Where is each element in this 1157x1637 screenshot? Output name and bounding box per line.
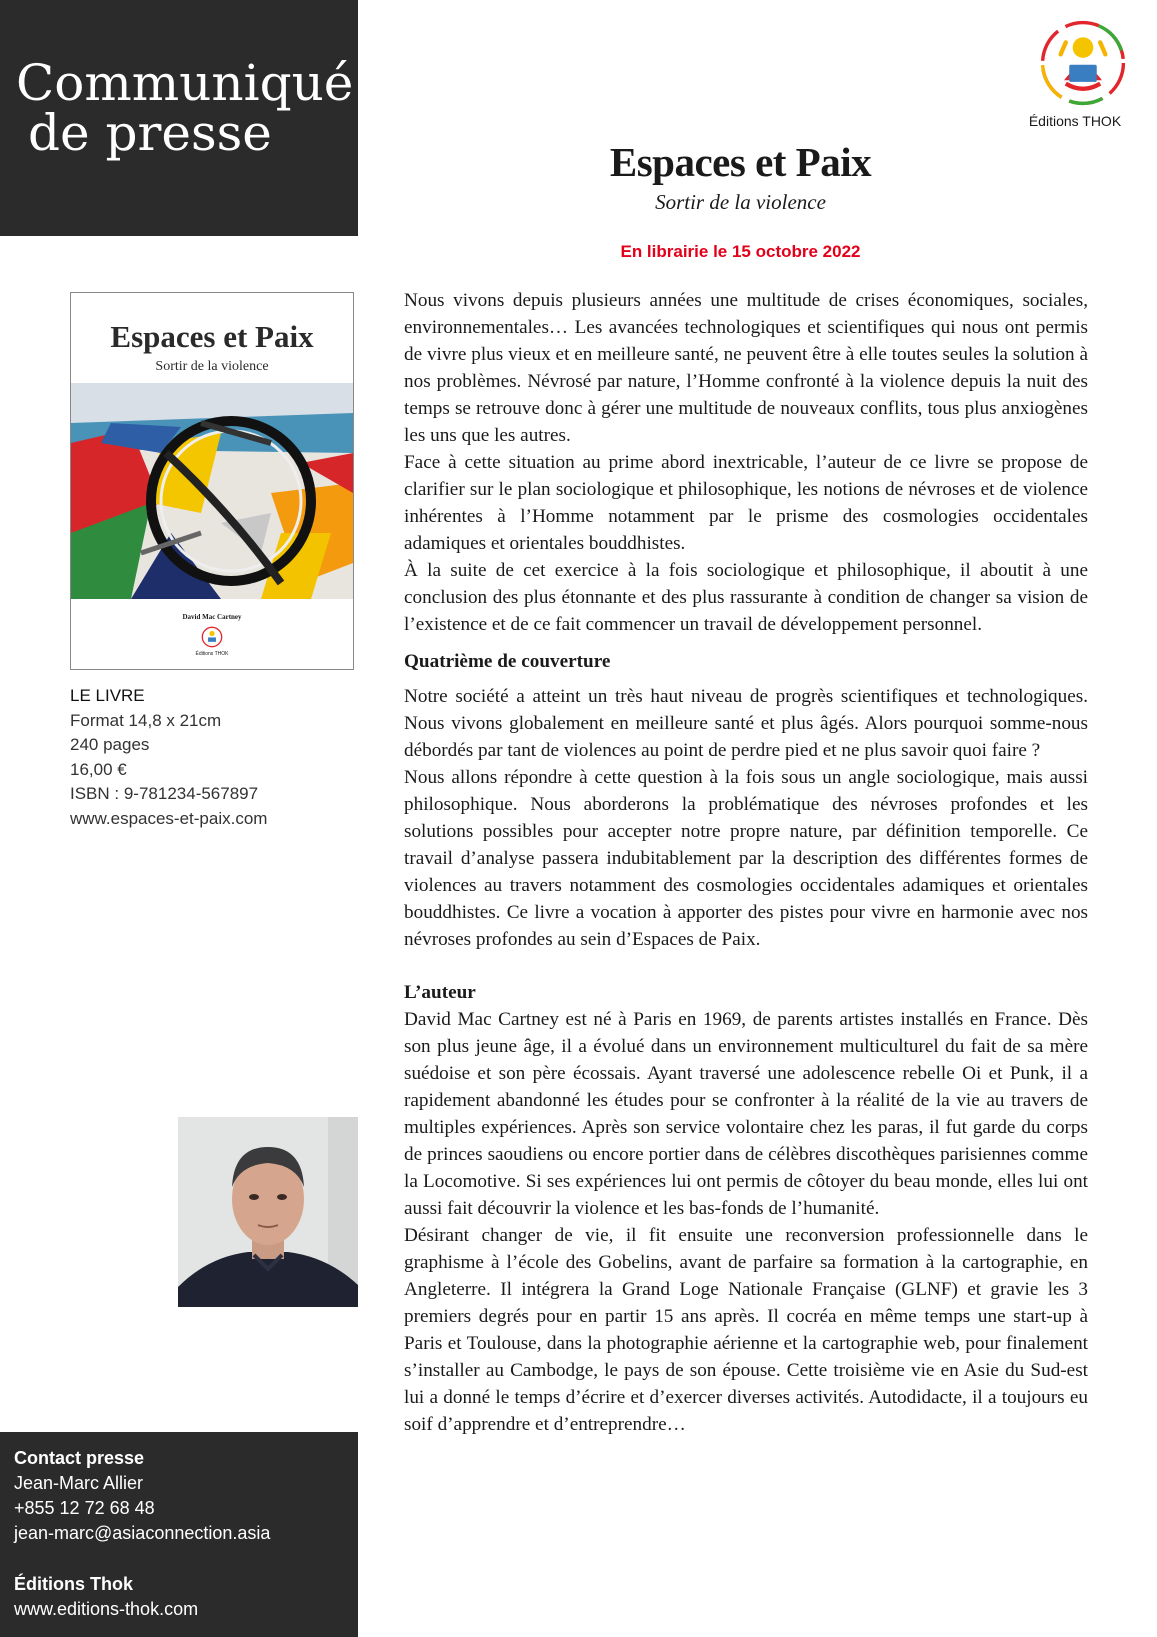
- intro-paragraph-2: Face à cette situation au prime abord inextricable, l’auteur de ce livre se propose de clarifier sur le plan sociologique et philosophique, les notions de névroses et de violence inhérentes à l’Homme notamment par le prisme des cosmologies occidentales adamiques et orientales bouddhistes.: [404, 452, 1088, 554]
- cover-title: Espaces et Paix: [110, 319, 314, 354]
- contact-phone[interactable]: +855 12 72 68 48: [14, 1498, 155, 1518]
- author-heading: L’auteur: [404, 982, 476, 1003]
- book-format: Format 14,8 x 21cm: [70, 710, 222, 730]
- cover-painting: [71, 383, 353, 599]
- book-price: 16,00 €: [70, 759, 127, 779]
- cover-publisher: Éditions THOK: [195, 651, 229, 657]
- intro-paragraph-3: À la suite de cet exercice à la fois sociologique et philosophique, il aboutit à une conclusion des plus étonnante et des plus rassurante à condition de changer sa vision de l’existence et de ce fait commencer un travail de développement personnel.: [404, 560, 1088, 635]
- contact-email[interactable]: jean-marc@asiaconnection.asia: [14, 1523, 271, 1543]
- press-release-header: [0, 0, 358, 236]
- author-paragraph-2: Désirant changer de vie, il fit ensuite une reconversion professionnelle dans le graphisme à l’école des Gobelins, avant de parfaire sa formation à la cartographie, en Angleterre. Il intégrera la Grand Loge Nationale Française (GLNF) et gravie les 3 premiers degrés pour en partir 15 ans après. Il cocréa en même temps une start-up à Paris et Toulouse, dans la photographie aérienne et la cartographie web, pour finalement s’installer au Cambodge, le pays de son épouse. Cette troisième vie en Asie du Sud-est lui a donné le temps d’écrire et d’exercer diverses activités. Autodidacte, il a toujours eu soif d’apprendre et d’entreprendre…: [404, 1225, 1088, 1435]
- publisher-logo-caption: Éditions THOK: [1028, 113, 1122, 129]
- book-subtitle: Sortir de la violence: [655, 190, 826, 214]
- book-title: Espaces et Paix: [609, 139, 872, 185]
- back-cover-paragraph-2: Nous allons répondre à cette question à la fois sous un angle sociologique, mais aussi philosophique. Nous aborderons la problématique des névroses profondes et les solutions possibles pour accepter notre propre nature, par définition temporelle. Ce travail d’analyse passera indubitablement par la description des différentes formes de violences au travers notamment des cosmologies occidentales adamiques et orientales bouddhistes. Ce livre a vocation à apporter des pistes pour vivre en harmonie avec nos névroses profondes au sein d’Espaces de Paix.: [404, 767, 1088, 950]
- cover-publisher-logo-icon: [201, 626, 223, 648]
- publisher-label: Éditions Thok: [14, 1574, 133, 1594]
- cover-subtitle: Sortir de la violence: [155, 359, 269, 374]
- book-website[interactable]: www.espaces-et-paix.com: [70, 808, 268, 828]
- book-details-heading: LE LIVRE: [70, 686, 145, 705]
- contact-label: Contact presse: [14, 1448, 145, 1468]
- release-date: En librairie le 15 octobre 2022: [620, 242, 861, 261]
- cover-author: David Mac Cartney: [182, 613, 242, 621]
- author-photo: [178, 1117, 358, 1307]
- article-body: [404, 287, 1088, 1438]
- publisher-website[interactable]: www.editions-thok.com: [14, 1599, 199, 1619]
- reading-figure-logo-icon: [1040, 20, 1126, 106]
- contact-name: Jean-Marc Allier: [14, 1473, 144, 1493]
- header-line-1: Communiqué: [16, 54, 354, 112]
- header-line-2: de presse: [28, 104, 272, 162]
- press-contact-box: [0, 1432, 358, 1637]
- book-cover-image: [70, 292, 354, 670]
- book-details: [70, 684, 350, 831]
- author-paragraph-1: David Mac Cartney est né à Paris en 1969, de parents artistes installés en France. Dès son plus jeune âge, il a évolué dans un environnement multiculturel du fait de sa mère suédoise et son père écossais. Ayant traversé une adolescence rebelle Oi et Punk, il a rapidement abandonné les études pour se confronter à la réalité de la vie au travers de multiples expériences. Après son service volontaire chez les paras, il fut garde du corps de princes saoudiens ou encore portier dans de célèbres discothèques parisiennes comme la Locomotive. Si ses expériences lui ont permis de côtoyer du beau monde, elles lui ont aussi fait découvrir la violence et les bas-fonds de l’humanité.: [404, 1009, 1088, 1219]
- intro-paragraph-1: Nous vivons depuis plusieurs années une multitude de crises économiques, sociales, environnementales… Les avancées technologiques et scientifiques qui nous ont permis de vivre plus vieux et en meilleure santé, ne peuvent être à elle toutes seules la solution à nos problèmes. Névrosé par nature, l’Homme confronté à la violence depuis la nuit des temps se retrouve donc à gérer une multitude de nouveaux conflits, tous plus anxiogènes les uns que les autres.: [404, 290, 1088, 446]
- back-cover-heading: Quatrième de couverture: [404, 651, 611, 672]
- back-cover-paragraph-1: Notre société a atteint un très haut niveau de progrès scientifiques et technologiques. Nous vivons globalement en meilleure santé et plus âgés. Alors pourquoi somme-nous débordés par tant de violences au point de perdre pied et ne plus savoir quoi faire ?: [404, 686, 1088, 761]
- book-pages: 240 pages: [70, 735, 150, 754]
- book-isbn: ISBN : 9-781234-567897: [70, 784, 259, 803]
